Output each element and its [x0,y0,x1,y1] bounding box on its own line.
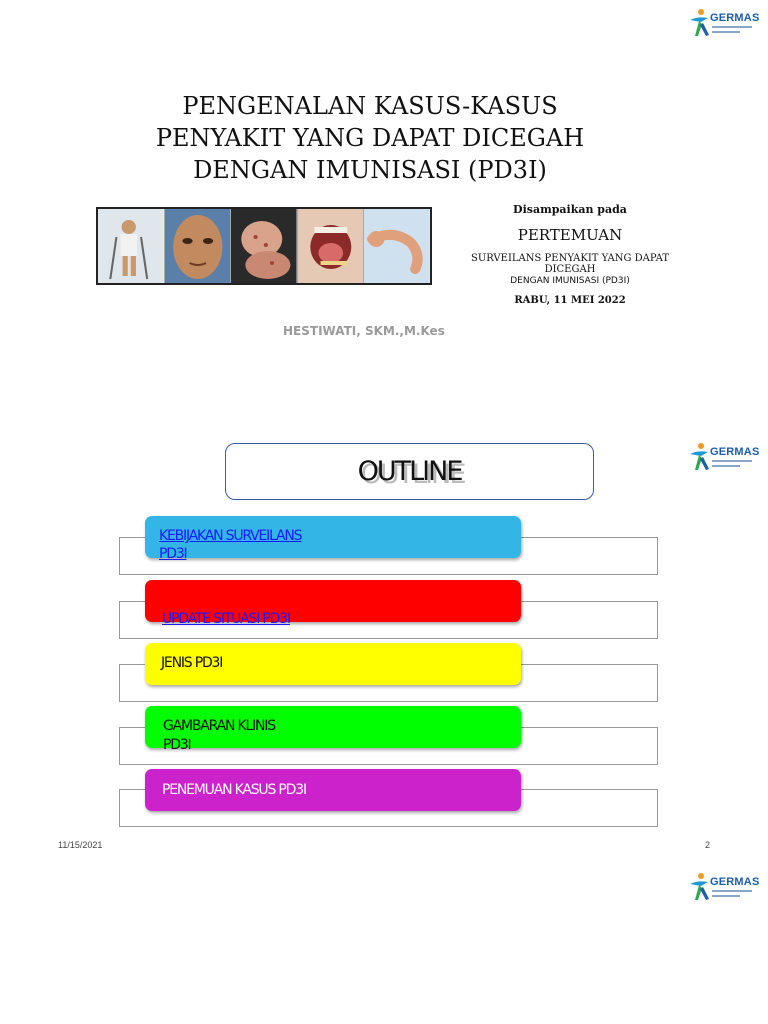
photo-infant-rash [231,209,298,283]
photo-infant-arched [364,209,430,283]
slide-title-line: PENGENALAN KASUS-KASUS [182,92,558,120]
germas-logo [688,870,762,906]
photo-child-crutches [98,209,165,283]
meeting-label: PERTEMUAN [517,226,623,244]
outline-item-jenis[interactable] [145,643,521,685]
germas-logo [688,6,762,42]
slide-page-number: 2 [705,840,711,850]
outline-item-label: GAMBARAN KLINIS [163,718,275,734]
event-date: RABU, 11 MEI 2022 [514,295,626,306]
outline-heading: OUTLINE [357,456,462,487]
outline-heading-box [225,443,594,500]
slide-title [100,90,640,186]
topic-line-2: DENGAN IMUNISASI (PD3I) [510,276,630,286]
germas-wordmark: GERMAS [710,446,760,458]
topic-line-1: SURVEILANS PENYAKIT YANG DAPAT DICEGAH [470,253,670,275]
photo-open-mouth [298,209,365,283]
photo-child-face [165,209,232,283]
outline-item-penemuan-kasus[interactable] [145,769,521,811]
slide-title-line: PENYAKIT YANG DAPAT DICEGAH [155,124,585,152]
outline-item-label[interactable]: KEBIJAKAN SURVEILANS [159,528,302,544]
disease-photo-strip [96,207,432,285]
outline-item-label: JENIS PD3I [161,655,223,671]
germas-figure-icon [688,8,710,38]
slide-title-line: DENGAN IMUNISASI (PD3I) [193,156,547,184]
outline-item-label[interactable]: UPDATE SITUASI PD3I [162,611,290,627]
outline-item-label[interactable]: PD3I [159,546,187,562]
presented-at-label: Disampaikan pada [513,203,627,216]
germas-logo [688,440,762,476]
outline-item-kebijakan[interactable] [145,516,521,562]
germas-figure-icon [688,872,710,902]
outline-item-update-situasi[interactable] [145,580,521,627]
outline-item-label: PD3I [163,737,191,753]
outline-item-label: PENEMUAN KASUS PD3I [162,782,306,798]
germas-figure-icon [688,442,710,472]
germas-wordmark: GERMAS [710,12,760,24]
author-name: HESTIWATI, SKM.,M.Kes [283,324,445,338]
germas-wordmark: GERMAS [710,876,760,888]
slide-date: 11/15/2021 [58,840,103,850]
outline-item-gambaran-klinis[interactable] [145,706,521,753]
